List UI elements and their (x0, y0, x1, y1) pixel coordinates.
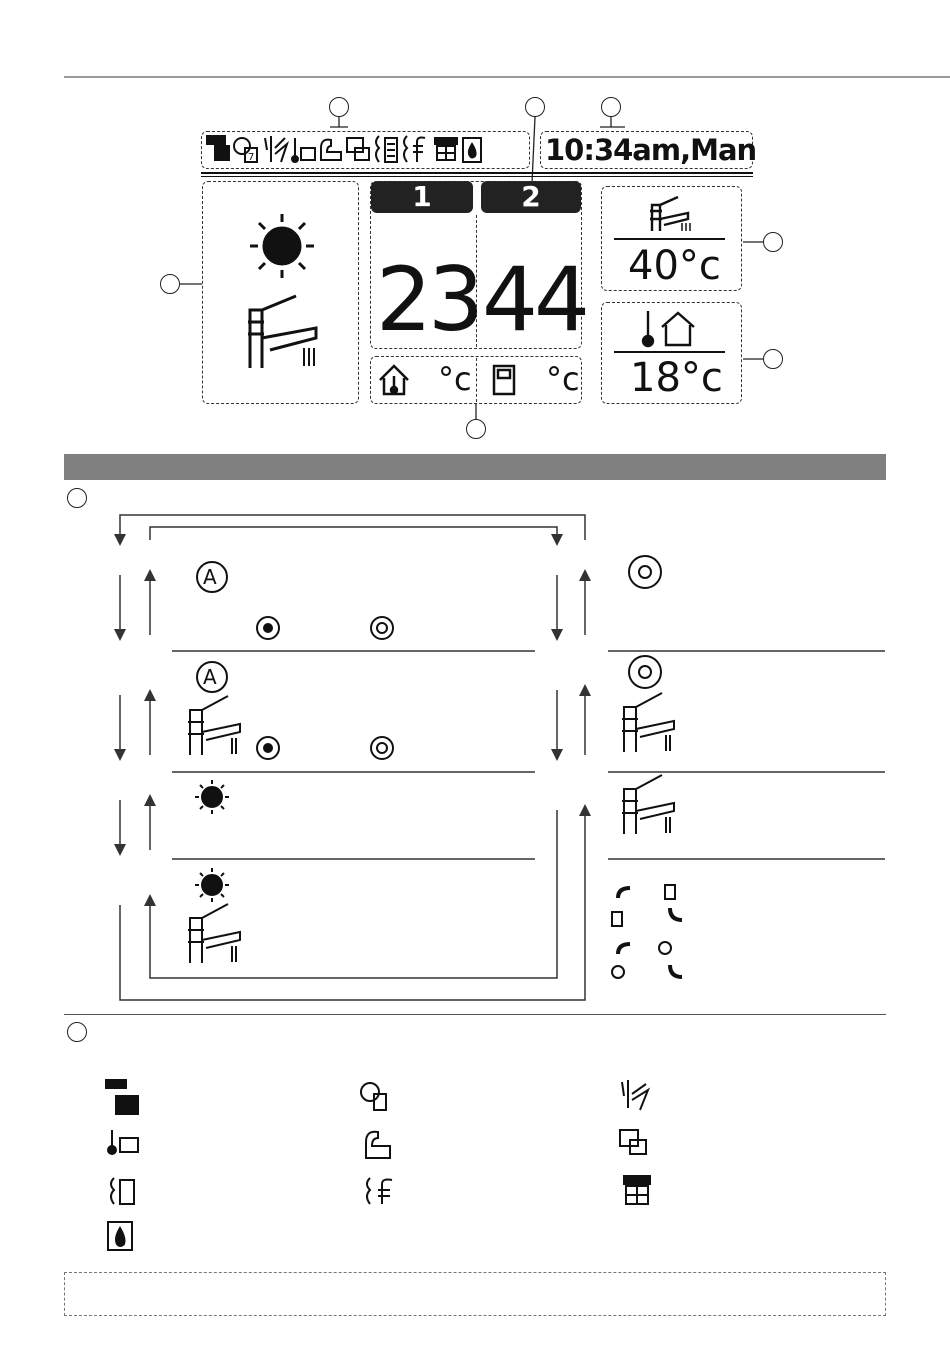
boiler-icon (108, 1222, 132, 1250)
holiday-icon (106, 1080, 138, 1114)
section-header-bar (64, 454, 886, 480)
timer-icon (361, 1083, 386, 1110)
status-rule-2 (201, 176, 753, 177)
energy-monitor-icon (620, 1130, 646, 1154)
dhw-temp: 40°c (628, 243, 721, 289)
switch-arrow-icon (670, 908, 682, 920)
prohibit-icon (265, 136, 287, 162)
booster-heater-icon (366, 1132, 390, 1158)
switch-arrow-icon (618, 888, 630, 898)
tap-icon (622, 775, 674, 834)
server-control-icon (108, 1130, 138, 1154)
status-icons (205, 134, 525, 166)
cooling-mode-icon (404, 136, 425, 162)
svg-text:A: A (203, 565, 217, 589)
room-thermo-icon (380, 366, 408, 394)
dhw-rule (614, 238, 725, 240)
electric-heater-icon (435, 138, 457, 160)
energy-monitor-icon (347, 138, 369, 160)
clock-text: 10:34am,Man (545, 133, 757, 167)
cooling-icon (629, 556, 661, 588)
electric-heater-icon (624, 1176, 650, 1204)
auto-icon (197, 562, 227, 592)
mode-cycle-diagram (0, 500, 950, 1020)
remote-icon (494, 366, 514, 394)
heat-pump-icon (612, 912, 622, 926)
tap-icon (188, 904, 240, 963)
cooling-small-icon (659, 942, 671, 954)
cooling-small-icon (371, 737, 393, 759)
zone2-temp: 44 (482, 248, 586, 351)
heating-small-icon (257, 617, 279, 639)
defrost-icon (111, 1178, 134, 1204)
boiler-icon (463, 138, 481, 162)
switch-arrow-icon (670, 965, 682, 977)
cooling-small-icon (371, 617, 393, 639)
unit-c-1: °c (438, 360, 472, 398)
zone-tab-2: 2 (481, 181, 581, 213)
unit-c-2: °c (546, 360, 580, 398)
tap-icon (188, 696, 240, 755)
svg-text:A: A (203, 665, 217, 689)
tap-icon (248, 296, 316, 368)
mode-icons (240, 210, 330, 370)
server-control-icon (292, 138, 315, 162)
callout-section-icons (67, 1022, 87, 1042)
auto-icon (197, 662, 227, 692)
note-box (64, 1272, 886, 1316)
cooling-small-icon (612, 966, 624, 978)
legend-separator (64, 1014, 886, 1015)
heat-pump-icon (665, 885, 675, 899)
prohibit-icon (622, 1080, 648, 1110)
icon-legend (100, 1078, 660, 1258)
heating-small-icon (257, 737, 279, 759)
switch-arrow-icon (618, 944, 630, 954)
timer-icon (234, 138, 257, 163)
zone-tab-1: 1 (371, 181, 473, 213)
heating-icon (195, 780, 229, 814)
heating-icon (195, 868, 229, 902)
svg-text:7: 7 (248, 152, 255, 163)
defrost-icon (376, 136, 397, 162)
booster-heater-icon (321, 140, 341, 160)
room-thermo-icon (640, 309, 704, 349)
heating-icon (250, 214, 314, 278)
cooling-icon (629, 656, 661, 688)
holiday-icon (207, 136, 229, 160)
zone1-temp: 23 (376, 248, 480, 351)
cooling-mode-icon (367, 1178, 392, 1204)
room-temp: 18°c (630, 355, 723, 401)
tap-icon (622, 693, 674, 752)
status-rule (201, 172, 753, 174)
tap-icon (648, 193, 696, 233)
room-rule (614, 351, 725, 353)
